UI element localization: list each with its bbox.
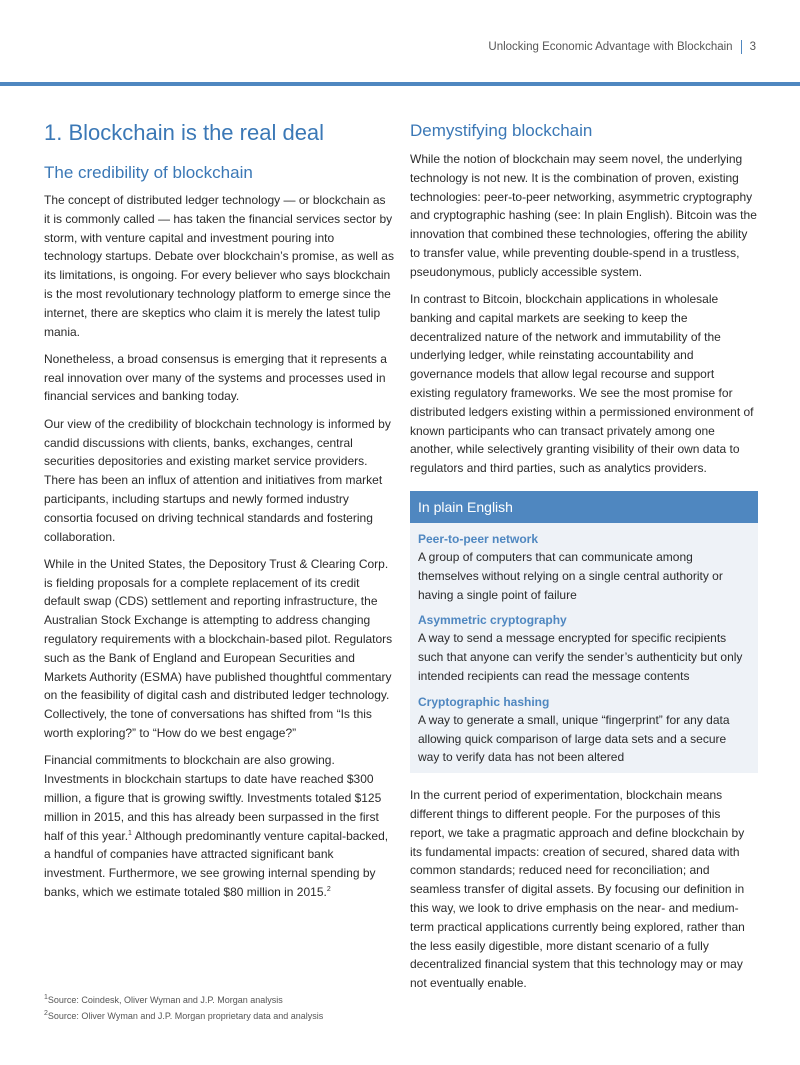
glossary-definition: A way to generate a small, unique “fingerprint” for any data allowing quick comparison of large data sets and a secure way to verify data has not been altered: [418, 712, 730, 765]
footnote: $^1$Source: Coindesk, Oliver Wyman and J.P. Morgan analysis: [44, 994, 283, 1005]
subsection-heading-credibility: The credibility of blockchain: [44, 163, 253, 182]
paragraph: Nonetheless, a broad consensus is emerging that it represents a real innovation over many of the systems and processes used in financial services and banking today.: [44, 351, 387, 404]
glossary-title: In plain English: [410, 491, 758, 523]
section-heading: 1. Blockchain is the real deal: [44, 120, 325, 145]
paragraph: While in the United States, the Depository Trust & Clearing Corp. is fielding proposals for a complete replacement of its credit default swap (CDS) settlement and reporting infrastructure, the Australian Stock Exchange is attempting to address changing regulatory requirements with a blockchain-based pilot. Regulators such as the Bank of England and European Securities and Markets Authority (ESMA) have published thoughtful commentary on the feasibility of digital cash and distributed ledger technology. Collectively, the tone of conversations has shifted from “Is this worth exploring?” to “How do we best engage?”: [44, 556, 393, 741]
glossary-definition: A group of computers that can communicate among themselves without relying on a single central authority or having a single point of failure: [418, 550, 723, 602]
subsection-heading-demystifying: Demystifying blockchain: [410, 121, 593, 140]
glossary-term: Asymmetric cryptography: [418, 613, 567, 628]
paragraph: In contrast to Bitcoin, blockchain applications in wholesale banking and capital markets are seeking to keep the decentralized nature of the network and immutability of the underlying ledger, while reinstating accountability and governance models that allow legal recourse and support existing regulatory frameworks. We see the most promise for distributed ledgers existing within a permissioned environment of known participants who can transact privately among one another, while selectively granting visibility of their own data to regulators and third parties, such as analytics providers.: [410, 292, 754, 476]
paragraph: While the notion of blockchain may seem novel, the underlying technology is not new. It is the combination of proven, existing technologies: peer-to-peer networking, asymmetric cryptography and cryptographic hashing (see: In plain English). Bitcoin was the innovation that combined these technologies, offering the ability to transfer value, while preventing double-spend in a trustless, pseudonymous, publicly accessible system.: [410, 152, 757, 279]
paragraph: The concept of distributed ledger technology — or blockchain as it is commonly called — has taken the financial services sector by storm, with venture capital and investment pouring into technology startups. Debate over blockchain’s promise, as well as its limitations, is ongoing. For every believer who says blockchain is the most revolutionary technology platform to emerge since the internet, there are skeptics who claim it is merely the latest tulip mania.: [44, 193, 394, 339]
glossary-entry: [410, 604, 758, 685]
footnote-ref-2[interactable]: 2: [326, 885, 331, 893]
footnote-ref-1[interactable]: 1: [128, 829, 132, 837]
glossary-definition: A way to send a message encrypted for specific recipients such that anyone can verify the sender’s authenticity but only intended recipients can read the message contents: [418, 631, 743, 684]
header-rule: [0, 82, 800, 86]
paragraph: Our view of the credibility of blockchain technology is informed by candid discussions with clients, banks, exchanges, central securities depositories and existing market service providers. There has been an influx of attention and initiatives from market participants, including startups and newly formed industry consortia focused on driving technical standards and fostering collaboration.: [44, 416, 391, 544]
running-header: [488, 40, 756, 54]
running-header-title: Unlocking Economic Advantage with Blockchain: [488, 41, 733, 53]
header-separator: [741, 40, 742, 54]
glossary-term: Cryptographic hashing: [418, 694, 550, 709]
glossary-term: Peer-to-peer network: [418, 532, 539, 547]
right-column: [410, 119, 758, 1001]
glossary-entry: [410, 686, 758, 767]
footnotes: [44, 992, 394, 1024]
paragraph-closing: In the current period of experimentation, blockchain means different things to different people. For the purposes of this report, we take a pragmatic approach and define blockchain by its fundamental impacts: creation of secured, shared data with common standards; reduced need for reconciliation; and seamless transfer of digital assets. By focusing our definition in this way, we look to drive emphasis on the near- and medium-term practical applications currently being explored, rather than the less easily digestible, more distant scenario of a fully decentralized financial system that this technology may or may not eventually enable.: [410, 788, 745, 991]
footnote: $^2$Source: Oliver Wyman and J.P. Morgan proprietary data and analysis: [44, 1010, 324, 1021]
page-number: 3: [749, 41, 756, 53]
glossary-box: [410, 491, 758, 773]
paragraph-investment: Financial commitments to blockchain are also growing. Investments in blockchain startups to date have reached $300 million, a figure that is growing swiftly. Investments totaled $125 million in 2015, and this has already been surpassed in the first half of this year.$^1$ Although predominantly venture capital-backed, a handful of companies have attracted significant bank investment. Furthermore, we see growing internal spending by banks, which we estimate totaled $80 million in 2015.$^2$: [44, 753, 389, 899]
glossary-entry: [410, 523, 758, 604]
left-column: [44, 118, 394, 910]
